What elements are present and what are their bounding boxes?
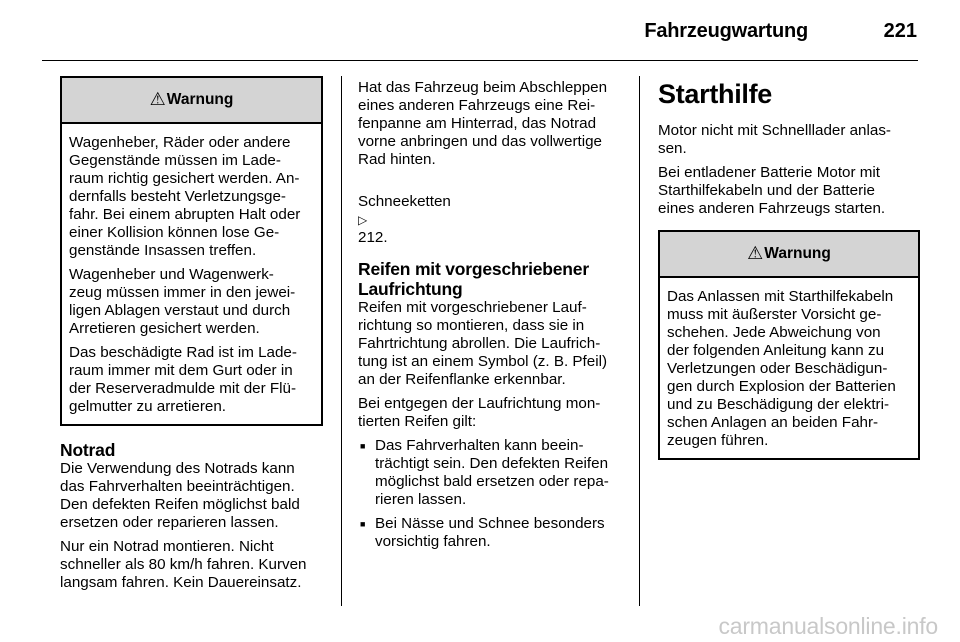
column-divider-left [341,76,342,606]
body-paragraph: Bei entgegen der Laufrichtung mon- tierten Reifen gilt: [358,395,601,430]
warning-box-luggage [60,76,323,426]
warning-box-body [62,124,321,424]
warning-paragraph: Wagenheber, Räder oder andere Gegenstände müssen im Lade- raum richtig gesichert werden. An- dernfalls besteht Verletzungsge- fahr. Bei einem abrupten Halt oder einer Kollision können lose Ge- genstände Insassen treffen. [69,134,301,259]
column-divider-right [639,76,640,606]
page-number: 221 [883,20,917,42]
bullet-square-icon: ■ [360,519,366,529]
left-column [60,76,323,598]
body-paragraph: Reifen mit vorgeschriebener Lauf- richtung so montieren, dass sie in Fahrtrichtung abrollen. Die Laufrich- tung ist an einem Symbol (z. B. Pfeil) an der Reifenflanke erkennbar. [358,299,608,388]
section-heading-starthilfe: Starthilfe [658,79,773,109]
body-paragraph: Motor nicht mit Schnelllader anlas- sen. [658,122,891,157]
body-paragraph: Nur ein Notrad montieren. Nicht schneller als 80 km/h fahren. Kurven langsam fahren. Kein Dauereinsatz. [60,538,307,591]
list-item: ■ Das Fahrverhalten kann beein- trächtigt sein. Den defekten Reifen möglichst bald ersetzen oder repa- rieren lassen. [360,437,609,508]
warning-paragraph: Wagenheber und Wagenwerk- zeug müssen immer in den jewei- ligen Ablagen verstaut und durch Arretieren gesichert werden. [69,266,296,337]
warning-box-title: Warnung [166,91,234,108]
section-heading-direction-tyres: Reifen mit vorgeschriebener Laufrichtung [358,259,589,299]
header-divider [42,60,918,61]
bullet-square-icon: ■ [360,441,366,451]
warning-paragraph: Das beschädigte Rad ist im Lade- raum immer mit dem Gurt oder in der Reserveradmulde mit der Flü- gelmutter zu arretieren. [69,344,297,415]
watermark: carmanualsonline.info [718,613,938,639]
middle-column [358,79,622,557]
warning-triangle-icon: ⚠ [149,89,166,109]
warning-box-body [660,278,918,458]
notrad-section [60,440,323,592]
body-paragraph: Hat das Fahrzeug beim Abschleppen eines anderen Fahrzeugs eine Rei- fenpanne am Hinterrad, das Notrad vorne anbringen und das vollwertige Rad hinten. [358,79,608,168]
right-column [658,78,920,460]
warning-box-header [62,78,321,124]
warning-box-jumpstart [658,230,920,460]
page-reference-arrow-icon: ▷ [358,213,368,227]
warning-triangle-icon: ⚠ [747,243,764,263]
warning-box-title: Warnung [764,245,831,262]
snow-chains-label: Schneeketten [358,193,451,210]
page-header-title: Fahrzeugwartung [644,20,808,42]
body-paragraph: Die Verwendung des Notrads kann das Fahrverhalten beeinträchtigen. Den defekten Reifen möglichst bald ersetzen oder reparieren lassen. [60,460,300,531]
list-item: ■ Bei Nässe und Schnee besonders vorsichtig fahren. [360,515,605,550]
snow-chains-reference [358,175,622,247]
warning-box-header [660,232,918,278]
section-heading-notrad: Notrad [60,440,116,460]
body-paragraph: Bei entladener Batterie Motor mit Starthilfekabeln und der Batterie eines anderen Fahrzeugs starten. [658,164,886,217]
snow-chains-page-link[interactable]: 212. [358,229,388,246]
warning-paragraph: Das Anlassen mit Starthilfekabeln muss mit äußerster Vorsicht ge- schehen. Jede Abweichung von der folgenden Anleitung kann zu Verletzungen oder Beschädigun- gen durch Explosion der Batterien und zu Beschädigung der elektri- schen Anlagen an beiden Fahr- zeugen führen. [667,288,896,449]
